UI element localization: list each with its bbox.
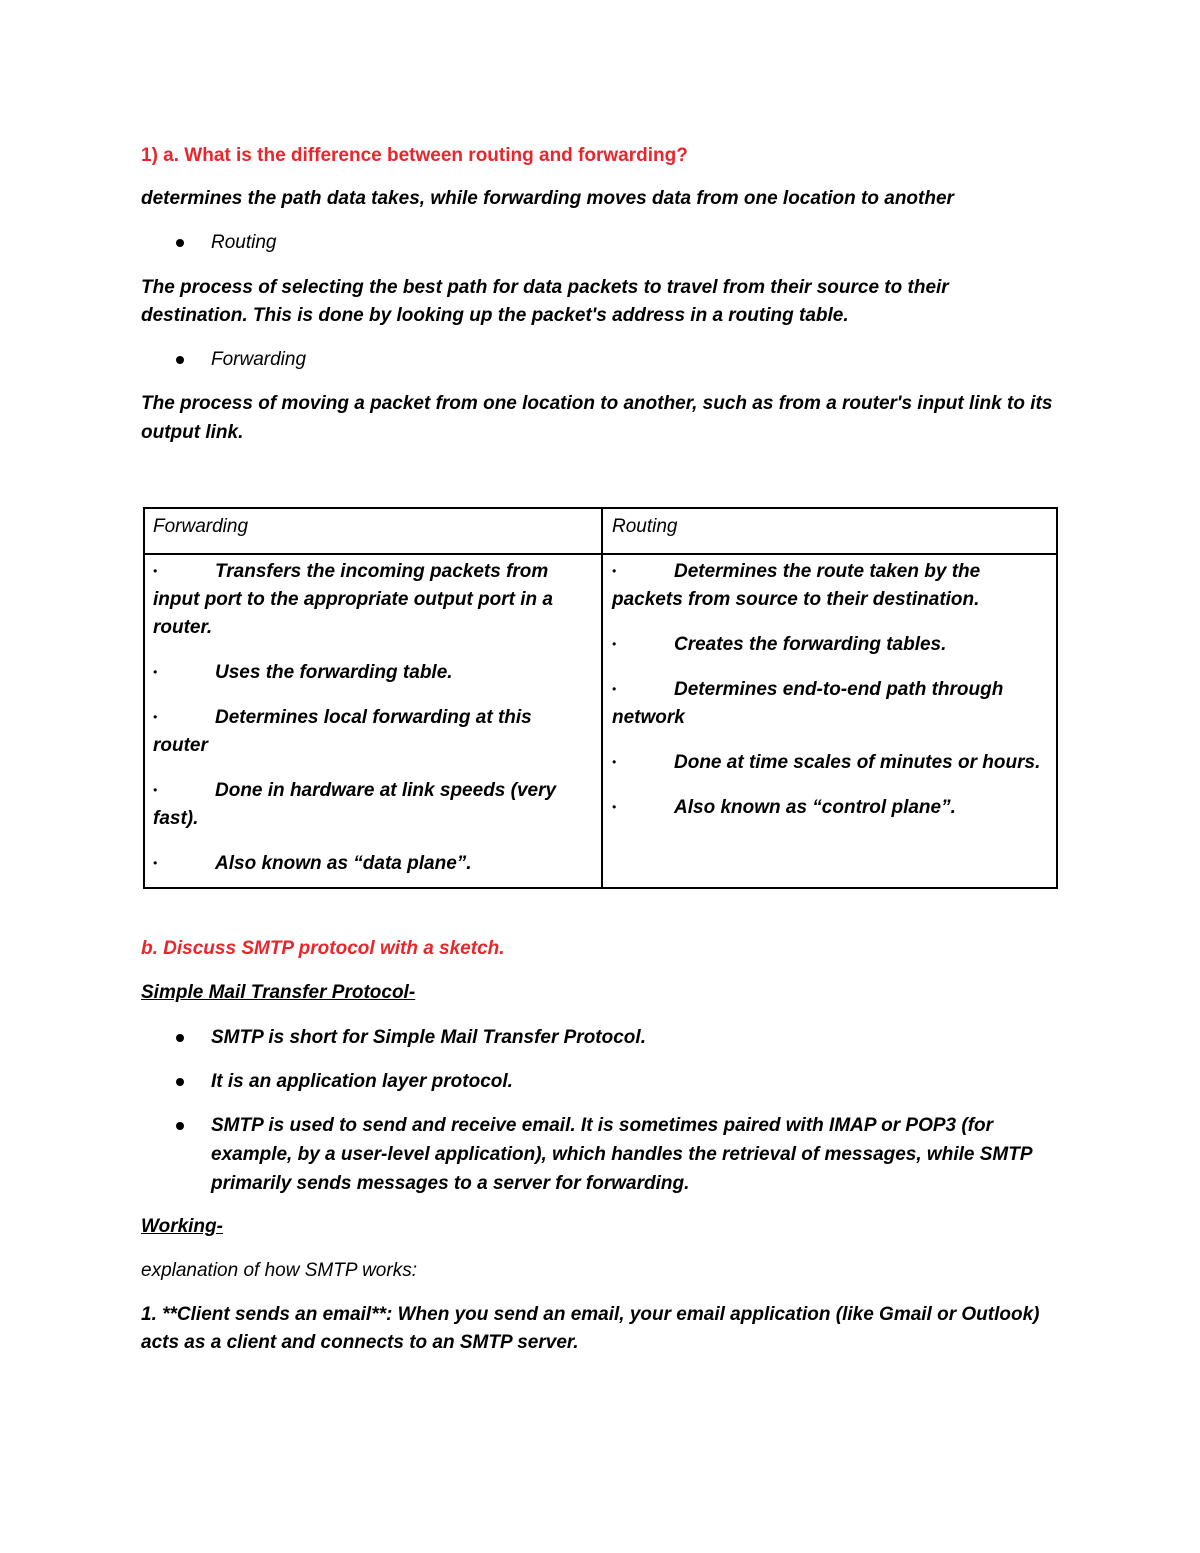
- table-row: [153, 849, 578, 878]
- bullet-glyph: •: [153, 856, 158, 870]
- smtp-bullet-1: SMTP is short for Simple Mail Transfer Protocol.: [211, 1027, 646, 1048]
- forwarding-label: Forwarding: [211, 349, 307, 370]
- bullet-glyph: •: [612, 755, 617, 769]
- routing-item-3: Determines end-to-end path through network: [612, 679, 1004, 728]
- bullet-dot: [176, 1078, 184, 1086]
- working-intro: explanation of how SMTP works:: [141, 1260, 417, 1281]
- table-row: [153, 776, 578, 833]
- table-row: [612, 675, 1047, 732]
- smtp-subheading: Simple Mail Transfer Protocol-: [141, 982, 416, 1003]
- bullet-glyph: •: [612, 682, 617, 696]
- forwarding-item-5: Also known as “data plane”.: [215, 853, 472, 874]
- bullet-glyph: •: [612, 637, 617, 651]
- bullet-dot: [176, 1034, 184, 1042]
- forwarding-column: [153, 557, 578, 894]
- intro-text: determines the path data takes, while forwarding moves data from one location to another: [141, 188, 954, 209]
- bullet-dot: [176, 356, 184, 364]
- forwarding-item-1: Transfers the incoming packets from input port to the appropriate output port in a router.: [153, 561, 554, 638]
- routing-label: Routing: [211, 232, 277, 253]
- forwarding-description-line-2: output link.: [141, 422, 244, 443]
- bullet-glyph: •: [153, 710, 158, 724]
- forwarding-description-line-1: The process of moving a packet from one location to another, such as from a router's input link to its: [141, 393, 1053, 414]
- forwarding-item-4: Done in hardware at link speeds (very fast).: [153, 780, 557, 829]
- bullet-glyph: •: [153, 783, 158, 797]
- table-row: [612, 748, 1047, 777]
- question-1a-heading: 1) a. What is the difference between routing and forwarding?: [141, 145, 688, 166]
- smtp-bullet-3: SMTP is used to send and receive email. It is sometimes paired with IMAP or POP3 (for example, by a user-level application), which handles the retrieval of messages, while SMTP primarily sends messages to a server for forwarding.: [211, 1115, 1032, 1194]
- table-header-divider: [145, 553, 1056, 555]
- routing-item-5: Also known as “control plane”.: [674, 797, 956, 818]
- table-row: [153, 557, 578, 642]
- working-heading: Working-: [141, 1216, 223, 1237]
- bullet-glyph: •: [612, 800, 617, 814]
- bullet-dot: [176, 1122, 184, 1130]
- routing-description-line-2: destination. This is done by looking up the packet's address in a routing table.: [141, 305, 849, 326]
- routing-item-4: Done at time scales of minutes or hours.: [674, 752, 1041, 773]
- table-row: [612, 793, 1047, 822]
- bullet-glyph: •: [153, 564, 158, 578]
- bullet-glyph: •: [153, 665, 158, 679]
- routing-item-2: Creates the forwarding tables.: [674, 634, 947, 655]
- routing-description-line-1: The process of selecting the best path for data packets to travel from their source to their: [141, 277, 949, 298]
- question-1b-heading: b. Discuss SMTP protocol with a sketch.: [141, 938, 505, 959]
- comparison-table: [143, 507, 1058, 889]
- table-row: [612, 557, 1047, 614]
- table-row: [612, 630, 1047, 659]
- forwarding-item-2: Uses the forwarding table.: [215, 662, 453, 683]
- routing-item-1: Determines the route taken by the packets from source to their destination.: [612, 561, 981, 610]
- forwarding-item-3: Determines local forwarding at this router: [153, 707, 532, 756]
- step-1-line-2: acts as a client and connects to an SMTP server.: [141, 1332, 579, 1353]
- table-row: [153, 703, 578, 760]
- smtp-bullet-2: It is an application layer protocol.: [211, 1071, 513, 1092]
- bullet-dot: [176, 239, 184, 247]
- table-row: [153, 658, 578, 687]
- table-column-divider: [601, 509, 603, 887]
- table-header-routing: Routing: [612, 516, 678, 537]
- table-header-forwarding: Forwarding: [153, 516, 249, 537]
- bullet-glyph: •: [612, 564, 617, 578]
- routing-column: [612, 557, 1047, 838]
- step-1-line-1: 1. **Client sends an email**: When you send an email, your email application (like Gmail or Outlook): [141, 1304, 1040, 1325]
